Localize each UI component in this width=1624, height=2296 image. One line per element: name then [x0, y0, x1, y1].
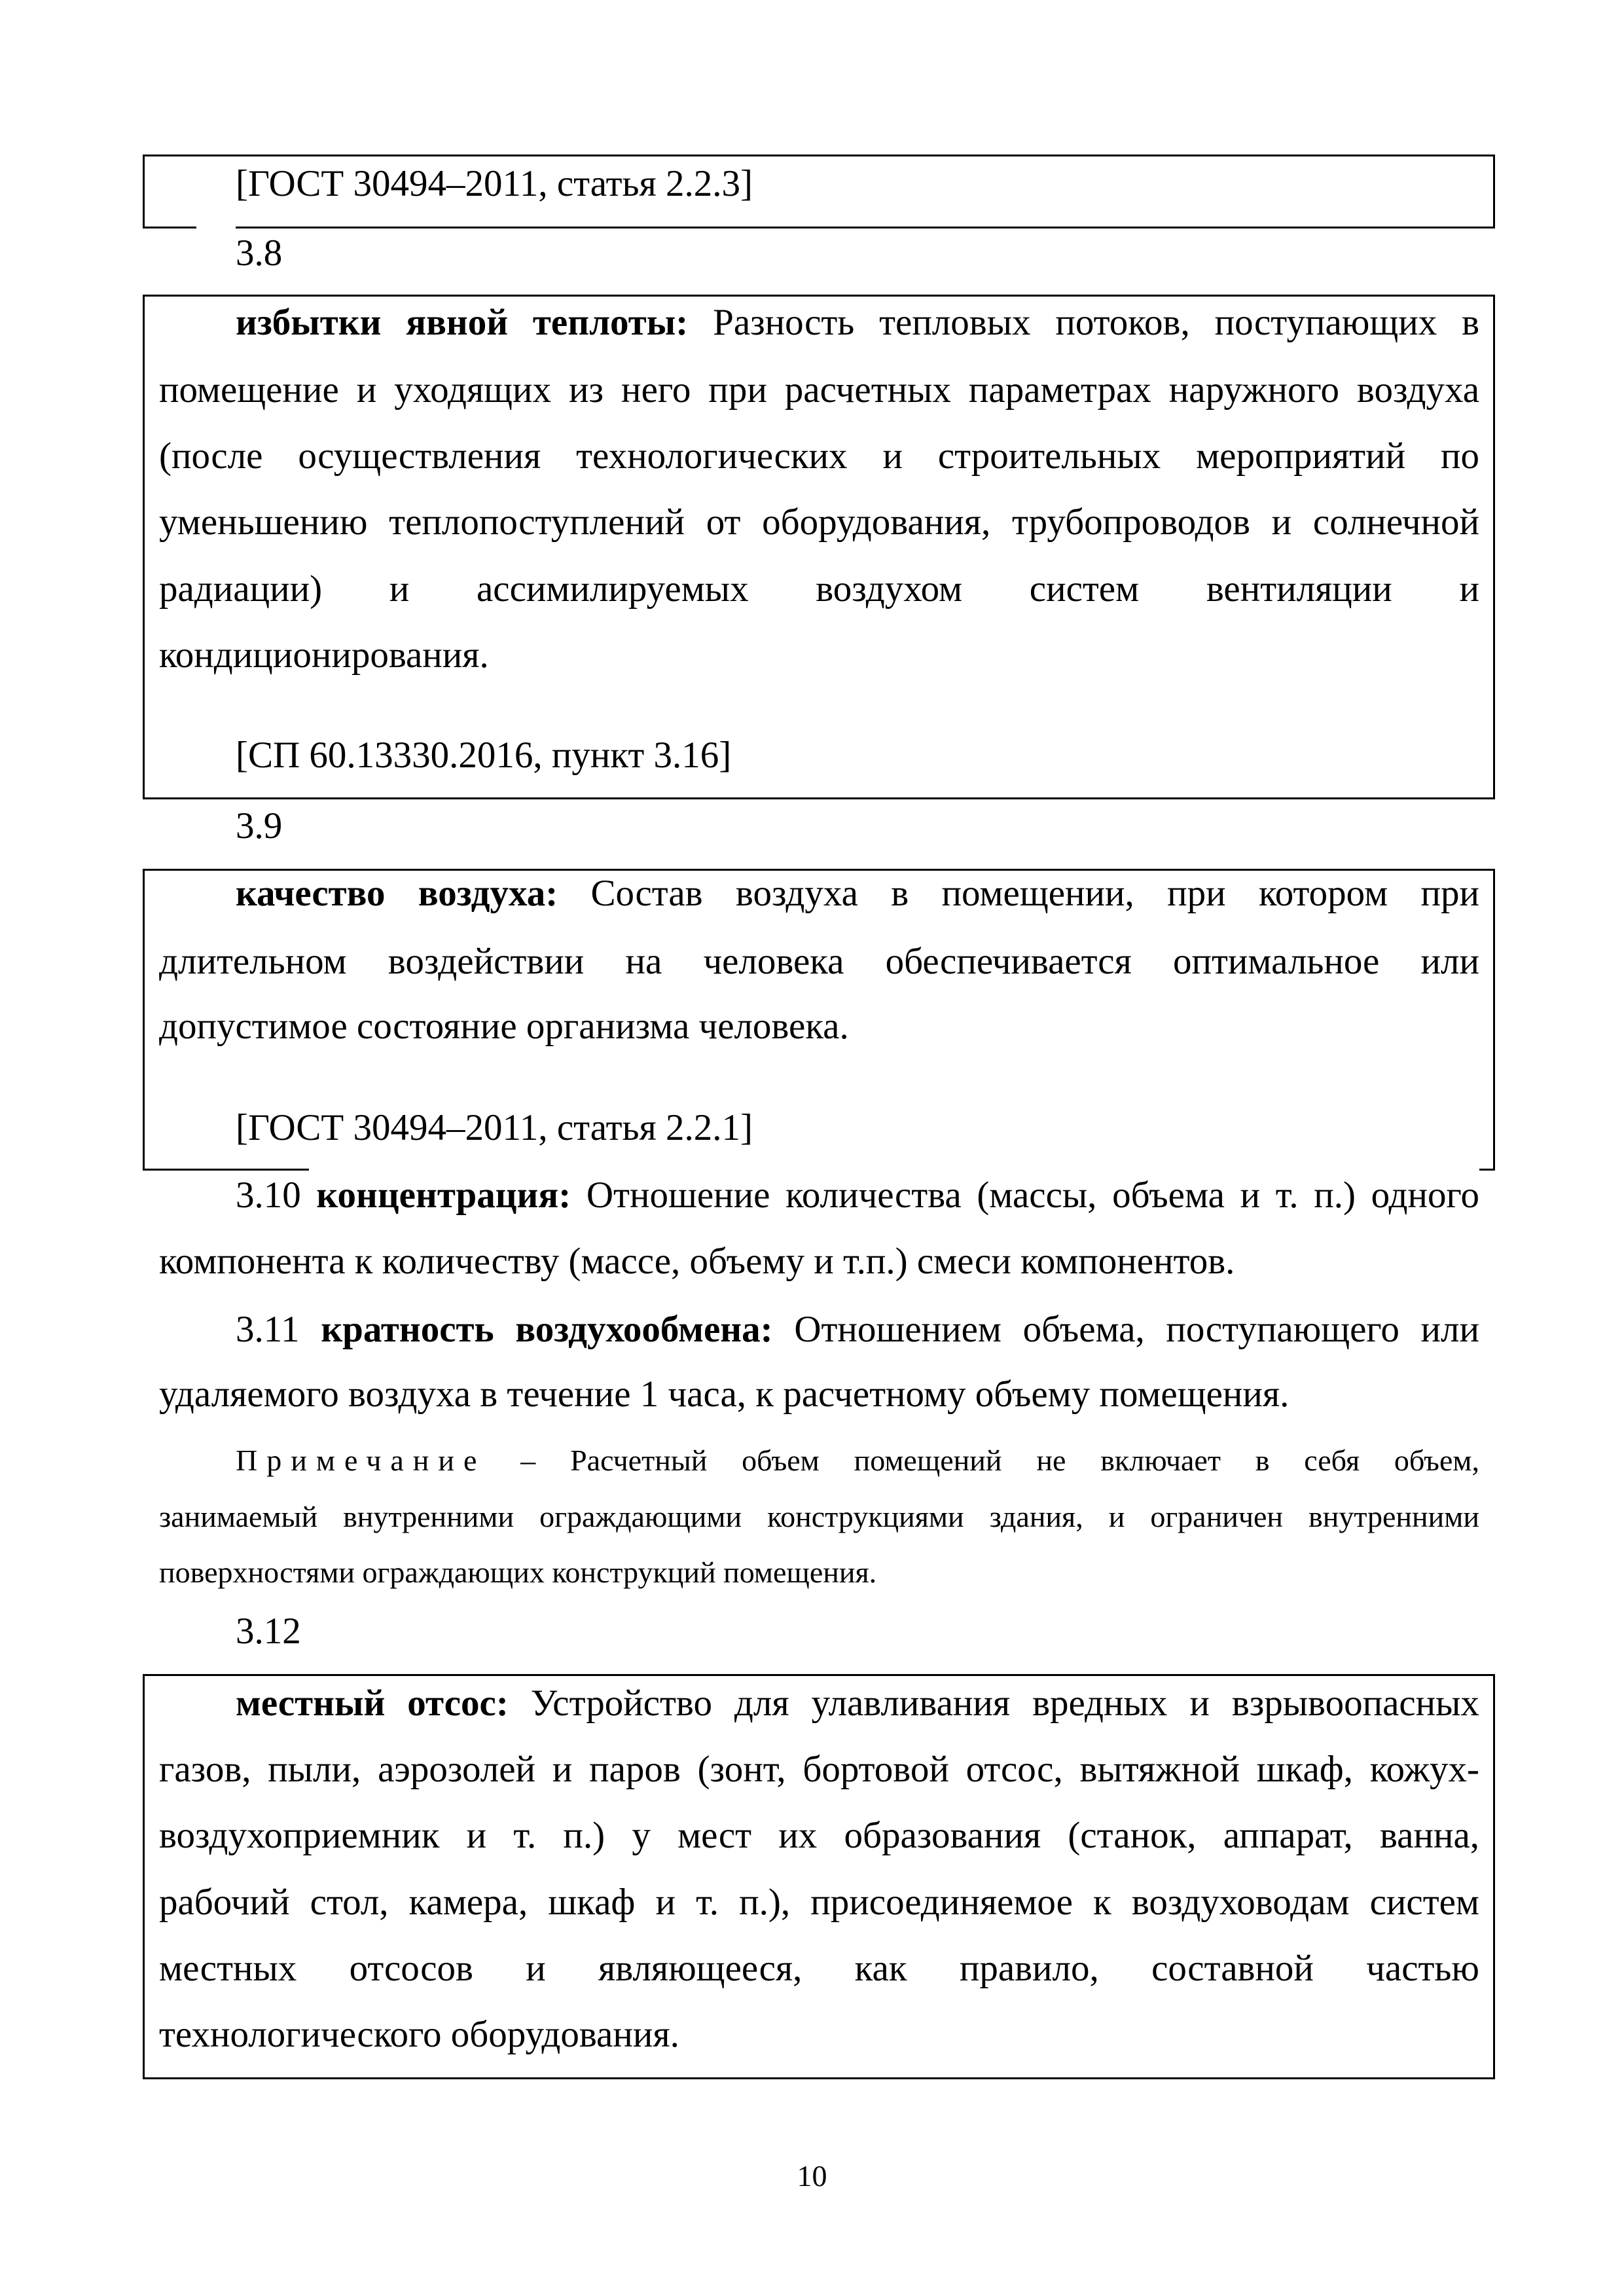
frame-bottom-line: [1479, 1169, 1495, 1171]
text-segment: длительном воздействии на человека обеспечивается оптимальное или: [159, 941, 1479, 982]
definition-line: [236, 871, 1479, 917]
text-segment: удаляемого воздуха в течение 1 часа, к расчетному объему помещения.: [159, 1374, 1290, 1415]
term-title: концентрация:: [316, 1175, 571, 1216]
frame-bottom-line: [143, 227, 196, 228]
page-number: 10: [797, 2159, 827, 2193]
term-number-3-9: [236, 803, 1479, 849]
definition-line: [159, 632, 1479, 678]
definition-line: [236, 1307, 1479, 1353]
note-label: Примечание: [236, 1444, 486, 1477]
definition-line: [159, 1372, 1479, 1417]
definition-line: [159, 500, 1479, 545]
text-segment: помещение и уходящих из него при расчетных параметрах наружного воздуха: [159, 369, 1479, 410]
definition-line: [159, 2012, 1479, 2058]
text-segment: компонента к количеству (массе, объему и т.п.) смеси компонентов.: [159, 1241, 1235, 1282]
note-line: [236, 1438, 1479, 1484]
definition-line: [159, 1880, 1479, 1925]
reference-3-9: [236, 1105, 1479, 1151]
definition-line: [159, 566, 1479, 612]
text-segment: Разность тепловых потоков, поступающих в: [688, 302, 1479, 343]
text-segment: радиации) и ассимилируемых воздухом систем вентиляции и: [159, 568, 1479, 610]
term-title: местный отсос:: [236, 1683, 509, 1724]
term-title: качество воздуха:: [236, 873, 558, 914]
text-segment: – Расчетный объем помещений не включает в себя объем,: [486, 1444, 1479, 1477]
definition-line: [159, 433, 1479, 479]
text-segment: воздухоприемник и т. п.) у мест их образования (станок, аппарат, ванна,: [159, 1815, 1479, 1856]
text-segment: Состав воздуха в помещении, при котором при: [558, 873, 1479, 914]
frame-bottom-line: [236, 227, 1495, 228]
text-segment: газов, пыли, аэрозолей и паров (зонт, бортовой отсос, вытяжной шкаф, кожух-: [159, 1749, 1479, 1790]
text-segment: [СП 60.13330.2016, пункт 3.16]: [236, 735, 732, 776]
frame-bottom-line: [143, 2077, 1495, 2079]
text-segment: уменьшению теплопоступлений от оборудования, трубопроводов и солнечной: [159, 501, 1479, 543]
note-line: [159, 1550, 1479, 1595]
term-number-3-8: [236, 230, 1479, 276]
text-segment: технологического оборудования.: [159, 2014, 679, 2055]
text-segment: 3.9: [236, 805, 283, 847]
text-segment: 3.8: [236, 232, 283, 274]
text-segment: 3.10: [236, 1175, 301, 1216]
definition-line: [159, 1004, 1479, 1049]
definition-line: [159, 1813, 1479, 1859]
text-segment: (после осуществления технологических и строительных мероприятий по: [159, 435, 1479, 477]
text-segment: Отношением объема, поступающего или: [772, 1309, 1479, 1350]
term-title: кратность воздухообмена:: [321, 1309, 773, 1350]
term-title: избытки явной теплоты:: [236, 302, 689, 343]
definition-line: [159, 1239, 1479, 1285]
text-segment: 3.12: [236, 1611, 301, 1652]
text-segment: рабочий стол, камера, шкаф и т. п.), присоединяемое к воздуховодам систем: [159, 1882, 1479, 1923]
text-segment: 3.11: [236, 1309, 300, 1350]
definition-line: [159, 1946, 1479, 1992]
term-number-3-12: [236, 1609, 1479, 1654]
text-segment: занимаемый внутренними ограждающими конструкциями здания, и ограничен внутренними: [159, 1500, 1479, 1533]
definition-line: [159, 367, 1479, 413]
text-segment: Отношение количества (массы, объема и т. п.) одного: [571, 1175, 1479, 1216]
text-segment: местных отсосов и являющееся, как правило, составной частью: [159, 1948, 1479, 1989]
text-segment: допустимое состояние организма человека.: [159, 1006, 849, 1047]
definition-line: [236, 1681, 1479, 1726]
text-segment: [ГОСТ 30494–2011, статья 2.2.1]: [236, 1107, 753, 1148]
note-line: [159, 1494, 1479, 1540]
definition-line: [159, 939, 1479, 985]
reference-3-8: [236, 733, 1479, 778]
reference-3-7: [236, 161, 1479, 207]
text-segment: Устройство для улавливания вредных и взрывоопасных: [508, 1683, 1479, 1724]
definition-line: [236, 1173, 1479, 1218]
definition-line: [159, 1747, 1479, 1793]
text-segment: [ГОСТ 30494–2011, статья 2.2.3]: [236, 163, 753, 204]
text-segment: кондиционирования.: [159, 634, 489, 676]
frame-bottom-line: [143, 1169, 309, 1171]
text-segment: поверхностями ограждающих конструкций помещения.: [159, 1556, 877, 1589]
definition-line: [236, 300, 1479, 346]
frame-bottom-line: [143, 797, 1495, 799]
